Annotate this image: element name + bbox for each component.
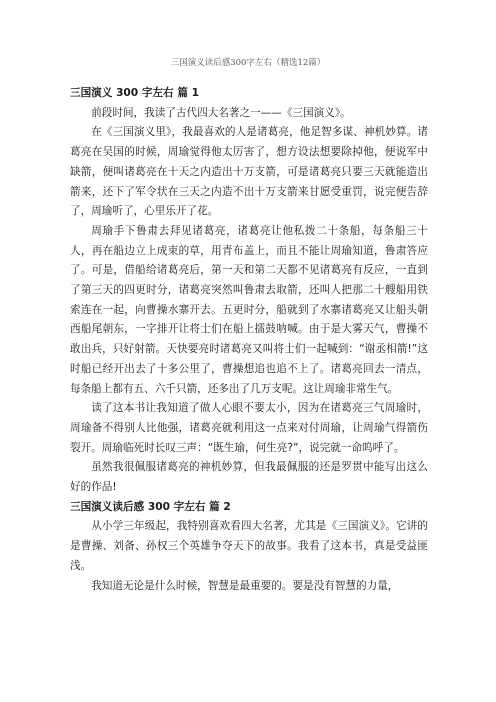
paragraph: 读了这本书让我知道了做人心眼不要太小，因为在诸葛亮三气周瑜时，周瑜备不得别人比他强，诸葛亮就利用这一点来对付周瑜，让周瑜气得箭伤裂开。周瑜临死时长叹三声：“既生瑜，何生亮?”，说完就一命呜呼了。	[70, 402, 428, 454]
paragraph: 前段时间，我读了古代四大名著之一——《三国演义》。	[91, 106, 351, 119]
section-heading: 三国演义读后感 300 字左右 篇 2	[70, 500, 231, 513]
document-body	[70, 84, 428, 596]
paragraph: 我知道无论是什么时候，智慧是最重要的。要是没有智慧的力量，	[91, 579, 399, 592]
document-title: 三国演义读后感300字左右（精选12篇）	[170, 58, 326, 68]
section-heading: 三国演义 300 字左右 篇 1	[70, 87, 199, 99]
paragraph: 从小学三年级起，我特别喜欢看四大名著，尤其是《三国演义》。它讲的是曹操、刘备、孙权三个英雄争夺天下的故事。我看了这本书，真是受益匪浅。	[70, 520, 428, 572]
paragraph: 虽然我很佩服诸葛亮的神机妙算，但我最佩服的还是罗贯中能写出这么好的作品!	[70, 461, 428, 494]
paragraph: 周瑜手下鲁肃去拜见诸葛亮，诸葛亮让他私拨二十条船，每条船三十人，再在船边立上成束的草，用青布盖上，而且不能让周瑜知道，鲁肃答应了。可是，借船给诸葛亮后，第一天和第二天都不见诸葛亮有反应，一直到了第三天的四更时分，诸葛亮突然叫鲁肃去取箭，还叫人把那二十艘船用铁索连在一起，向曹操水寨开去。五更时分，船就到了水寨诸葛亮又让船头朝西船尾朝东，一字排开让将士们在船上擂鼓呐喊。由于是大雾天气，曹操不敢出兵，只好射箭。天快要亮时诸葛亮又叫将士们一起喊到：“谢丞相箭!”这时船已经开出去了十多公里了，曹操想追也追不上了。诸葛亮回去一清点，每条船上都有五、六千只箭，还多出了几万支呢。这让周瑜非常生气。	[70, 224, 428, 395]
paragraph: 在《三国演义里》，我最喜欢的人是诸葛亮，他足智多谋、神机妙算。诸葛亮在吴国的时候，周瑜觉得他太厉害了，想方设法想要除掉他，便说军中缺箭，便叫诸葛亮在十天之内造出十万支箭，可是诸葛亮只要三天就能造出箭来，还下了军令状在三天之内造不出十万支箭来甘愿受重罚，说完便告辞了，周瑜听了，心里乐开了花。	[70, 126, 428, 218]
